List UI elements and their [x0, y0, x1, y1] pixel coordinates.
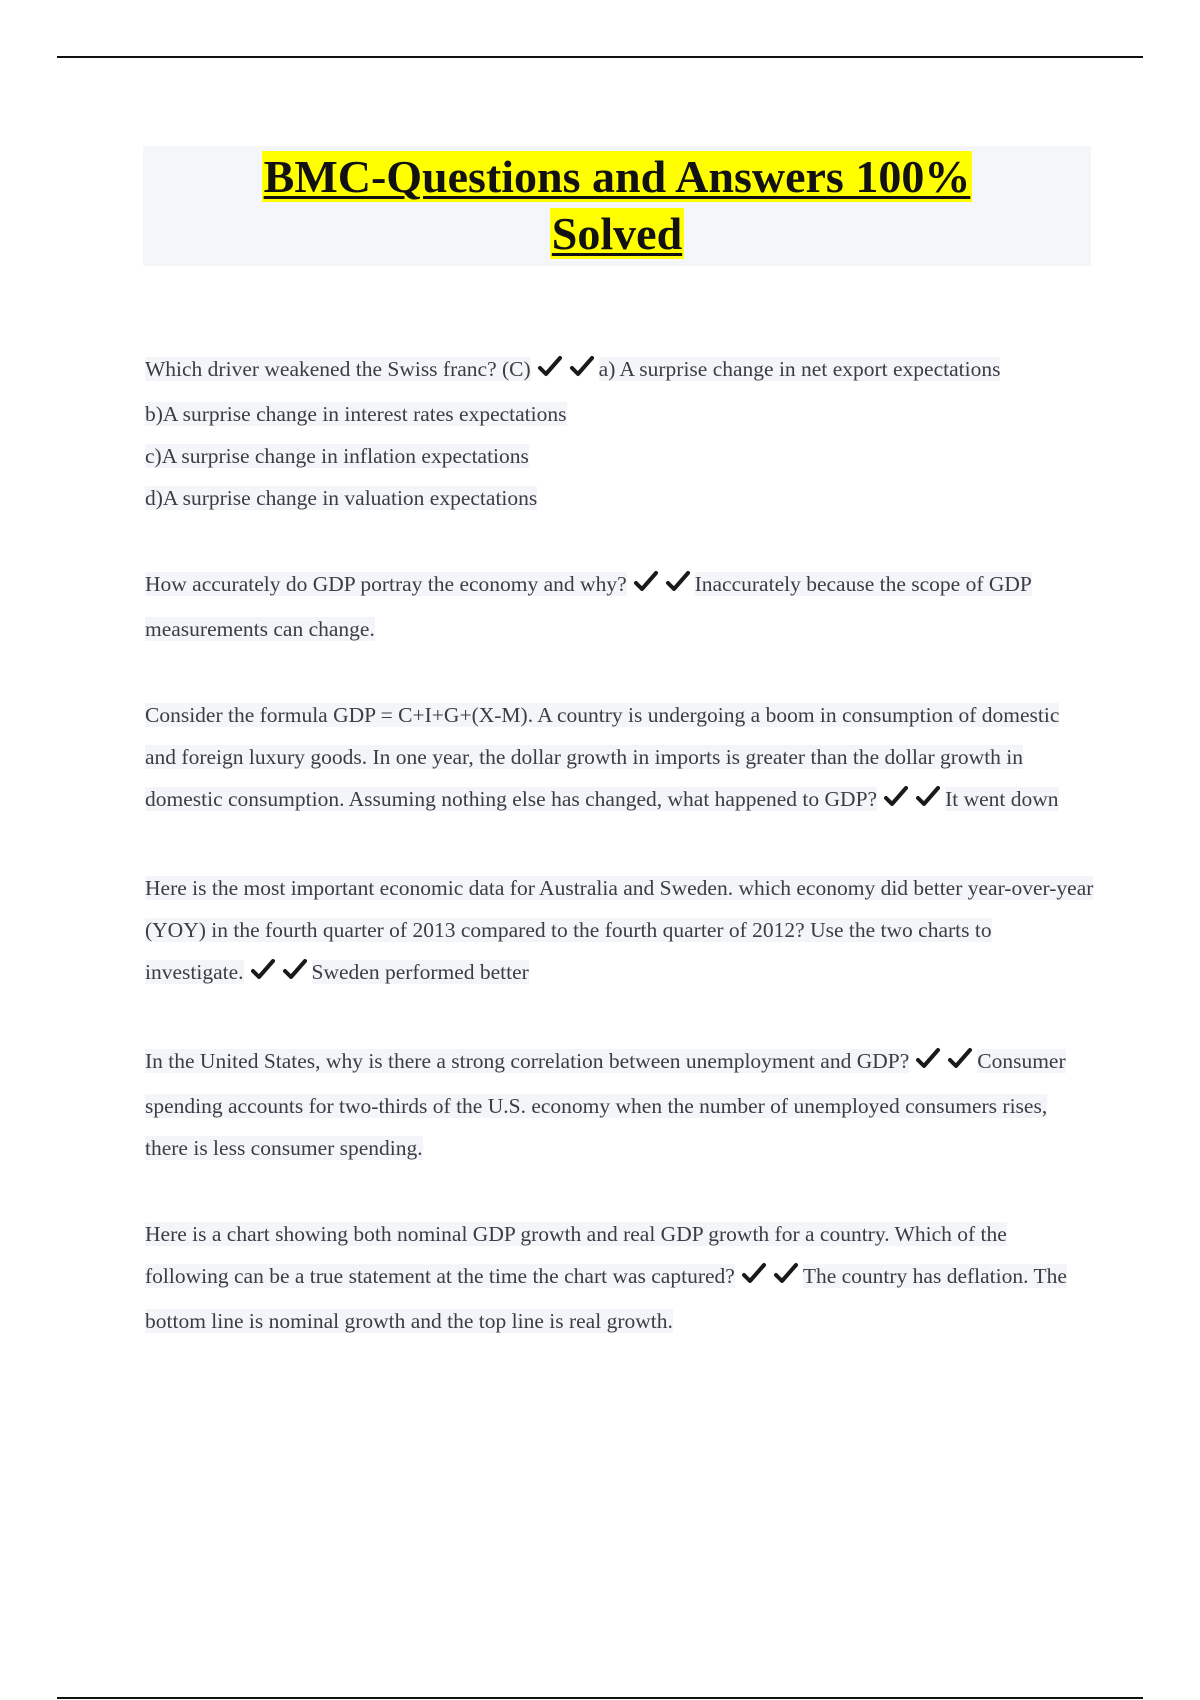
checkmark-icon — [883, 785, 909, 809]
bottom-rule — [57, 1697, 1143, 1699]
title-block — [143, 146, 1091, 266]
option-text: d)A surprise change in valuation expectations — [145, 486, 538, 510]
checkmark-icon — [947, 1047, 973, 1071]
qa-item — [145, 1213, 1095, 1342]
double-checkmark-icon — [537, 351, 597, 393]
question-text: Which driver weakened the Swiss franc? (C) — [145, 357, 531, 381]
title-line-1: BMC-Questions and Answers 100% — [263, 151, 971, 202]
question-text: Here is the most important economic data for Australia and Sweden. which economy did better year-over-year (YOY) in the fourth quarter of 2013 compared to the fourth quarter of 2012? Use the two charts to investigate. — [145, 876, 1094, 984]
qa-item — [145, 867, 1095, 996]
option-text: c)A surprise change in inflation expectations — [145, 444, 529, 468]
double-checkmark-icon — [883, 781, 943, 823]
answer-text: Consumer spending accounts for two-thirds of the U.S. economy when the number of unemployed consumers rises, there is less consumer spending. — [145, 1049, 1066, 1160]
page-title — [262, 148, 973, 262]
answer-text: a) A surprise change in net export expectations — [598, 357, 1001, 381]
double-checkmark-icon — [915, 1043, 975, 1085]
checkmark-icon — [569, 355, 595, 379]
checkmark-icon — [741, 1262, 767, 1286]
qa-item — [145, 348, 1095, 519]
qa-item — [145, 694, 1095, 823]
answer-text: It went down — [945, 787, 1059, 811]
question-text: Here is a chart showing both nominal GDP growth and real GDP growth for a country. Which of the following can be a true statement at the time the chart was captured? — [145, 1222, 1007, 1288]
checkmark-icon — [665, 570, 691, 594]
qa-item — [145, 563, 1095, 650]
checkmark-icon — [537, 355, 563, 379]
double-checkmark-icon — [250, 954, 310, 996]
checkmark-icon — [915, 1047, 941, 1071]
answer-text: Inaccurately because the scope of GDP measurements can change. — [145, 572, 1032, 641]
double-checkmark-icon — [633, 566, 693, 608]
qa-item — [145, 1040, 1095, 1169]
checkmark-icon — [915, 785, 941, 809]
answer-text: The country has deflation. The bottom line is nominal growth and the top line is real growth. — [145, 1264, 1067, 1333]
question-text: In the United States, why is there a strong correlation between unemployment and GDP? — [145, 1049, 910, 1073]
title-line-2: Solved — [551, 208, 683, 259]
question-text: Consider the formula GDP = C+I+G+(X-M). A country is undergoing a boom in consumption of domestic and foreign luxury goods. In one year, the dollar growth in imports is greater than the dollar growth in domestic consumption. Assuming nothing else has changed, what happened to GDP? — [145, 703, 1060, 811]
answer-text: Sweden performed better — [311, 960, 529, 984]
qa-list — [145, 348, 1095, 1386]
checkmark-icon — [250, 958, 276, 982]
question-text: How accurately do GDP portray the economy and why? — [145, 572, 627, 596]
top-rule — [57, 56, 1143, 58]
checkmark-icon — [773, 1262, 799, 1286]
checkmark-icon — [282, 958, 308, 982]
double-checkmark-icon — [741, 1258, 801, 1300]
checkmark-icon — [633, 570, 659, 594]
option-text: b)A surprise change in interest rates expectations — [145, 402, 567, 426]
